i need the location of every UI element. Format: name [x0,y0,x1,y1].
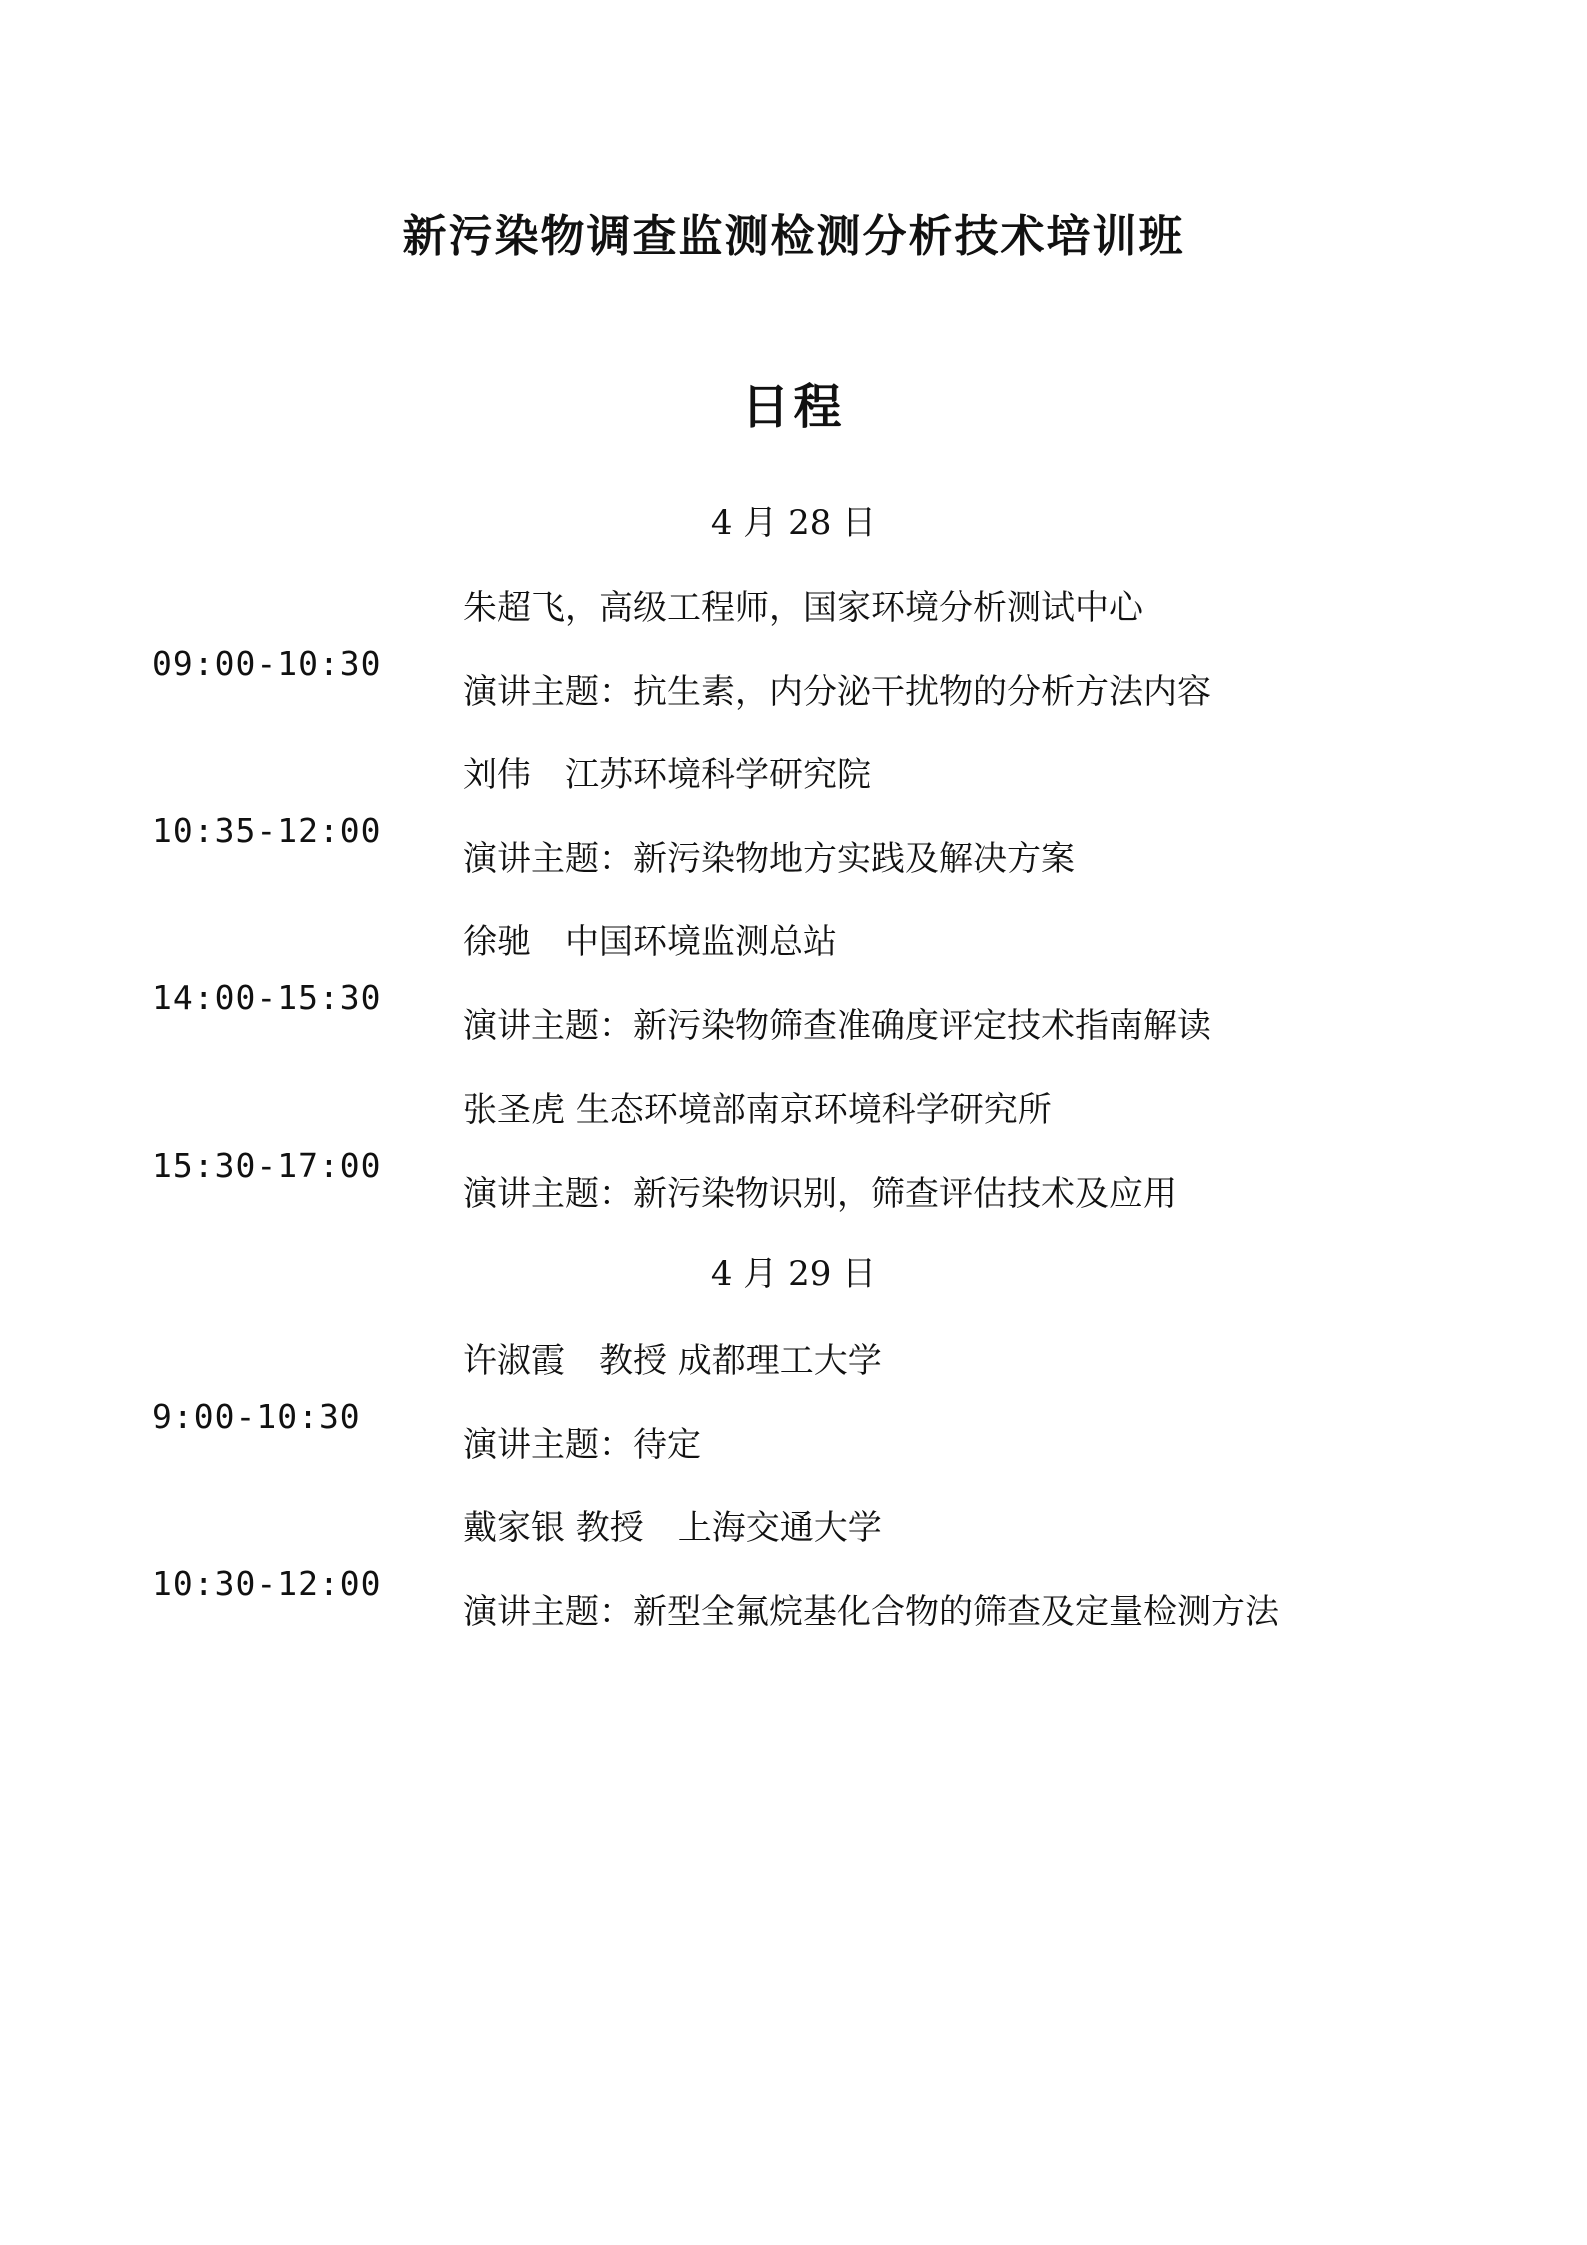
session-speaker: 戴家银 教授 上海交通大学 [463,1508,882,1548]
session-speaker: 刘伟 江苏环境科学研究院 [463,755,871,795]
session-topic: 演讲主题：新型全氟烷基化合物的筛查及定量检测方法 [463,1592,1279,1632]
session-time: 10:35-12:00 [152,811,382,850]
session-topic: 演讲主题：新污染物筛查准确度评定技术指南解读 [463,1006,1211,1046]
session-time: 14:00-15:30 [152,978,382,1017]
day-label-apr-28: 4 月 28 日 [710,503,877,543]
session-row [0,743,1587,909]
session-topic: 演讲主题：抗生素，内分泌干扰物的分析方法内容 [463,672,1211,712]
session-topic: 演讲主题：待定 [463,1425,701,1465]
session-speaker: 张圣虎 生态环境部南京环境科学研究所 [463,1090,1052,1130]
session-time: 9:00-10:30 [152,1397,361,1436]
session-speaker: 许淑霞 教授 成都理工大学 [463,1341,882,1381]
session-time: 09:00-10:30 [152,644,382,683]
session-time: 15:30-17:00 [152,1146,382,1185]
session-row [0,1078,1587,1244]
document-title: 新污染物调查监测检测分析技术培训班 [402,211,1185,262]
session-row [0,576,1587,742]
session-row [0,910,1587,1076]
session-speaker: 徐驰 中国环境监测总站 [463,922,837,962]
day-label-apr-29: 4 月 29 日 [710,1254,877,1294]
session-row [0,1496,1587,1662]
session-topic: 演讲主题：新污染物识别，筛查评估技术及应用 [463,1174,1177,1214]
schedule-heading: 日程 [741,379,846,435]
session-topic: 演讲主题：新污染物地方实践及解决方案 [463,839,1075,879]
session-time: 10:30-12:00 [152,1564,382,1603]
session-speaker: 朱超飞，高级工程师，国家环境分析测试中心 [463,588,1143,628]
session-row [0,1329,1587,1495]
